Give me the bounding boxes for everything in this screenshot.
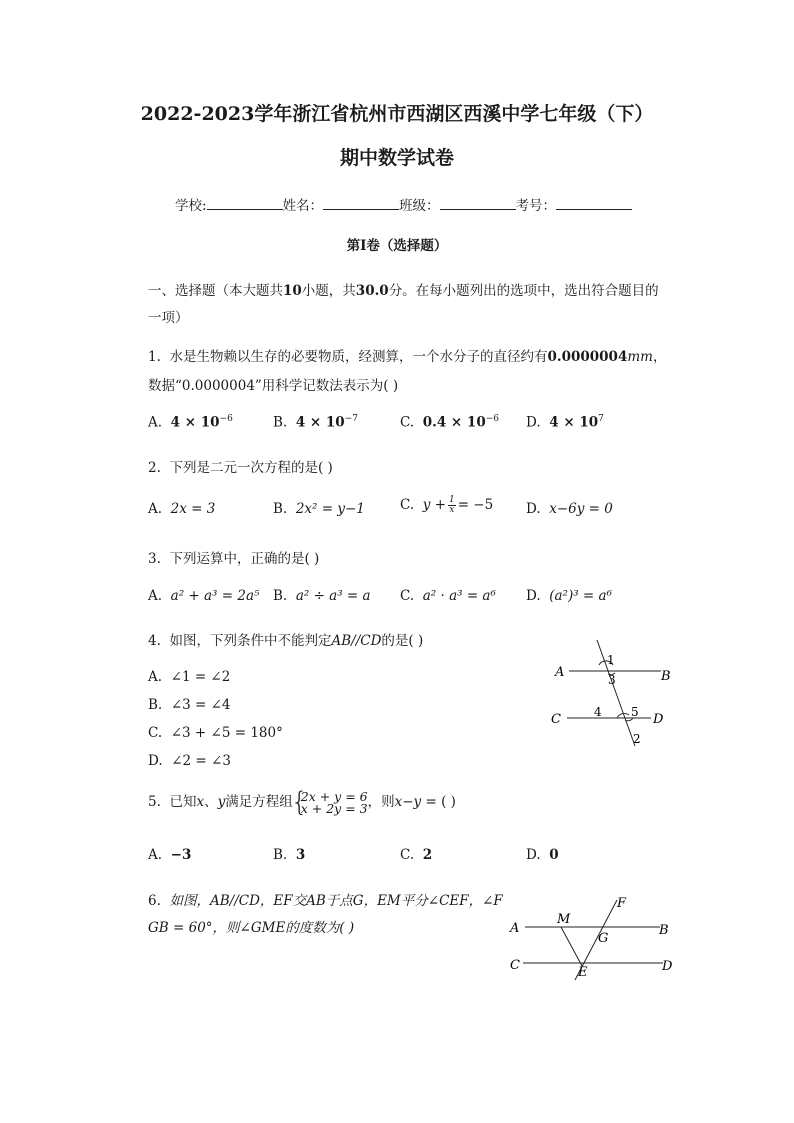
point-label-m: M (557, 912, 571, 927)
question-5-text-d: = ( ) (421, 794, 456, 810)
question-6-stem-line2: GB = 60°，则∠GME的度数为( ) (148, 920, 355, 936)
option-text: a² + a³ = 2a⁵ (170, 588, 260, 604)
option-label: C. (400, 497, 415, 513)
option-text: 2x = 3 (170, 501, 216, 517)
option-exponent: −6 (219, 414, 233, 424)
option-text: ∠3 + ∠5 = 180° (170, 725, 283, 741)
option-label: D. (526, 414, 541, 431)
question-2-text: 下列是二元一次方程的是( ) (169, 460, 333, 476)
question-2-option-d[interactable] (526, 501, 613, 517)
line-em (561, 927, 582, 966)
school-label: 学校: (175, 198, 207, 214)
variable-x: x (196, 794, 205, 810)
exam-no-blank[interactable] (556, 197, 632, 210)
question-4-option-c[interactable] (148, 725, 283, 741)
option-label: C. (400, 414, 415, 431)
option-text: 0 (549, 847, 559, 863)
point-label-c: C (510, 958, 520, 973)
option-base: 0.4 × 10 (422, 414, 486, 431)
question-number: 4. (148, 633, 161, 649)
option-text: ∠2 = ∠3 (171, 753, 231, 769)
section-heading-text-c: 分。在每小题列出的选项中，选出符合题目的 (388, 283, 659, 299)
question-5-option-a[interactable] (148, 847, 191, 863)
option-text: 2 (422, 847, 433, 863)
section-heading (148, 279, 659, 299)
question-3-option-b[interactable] (273, 588, 371, 604)
question-1-stem-line2: 数据“0.0000004”用科学记数法表示为( ) (148, 378, 399, 394)
question-1-stem (148, 345, 666, 365)
section-heading-text-b: 小题，共 (301, 283, 356, 299)
question-4-text-a: 如图，下列条件中不能判定 (169, 633, 332, 649)
question-1-comma: ， (652, 349, 667, 365)
angle-label-1: 1 (607, 653, 615, 667)
question-1-unit: mm (627, 349, 653, 365)
point-label-c: C (551, 712, 561, 727)
option-label: B. (273, 847, 288, 863)
question-3-option-c[interactable] (400, 588, 496, 604)
option-text: 2x² = y−1 (295, 501, 365, 517)
equation-system (293, 788, 368, 816)
option-label: D. (526, 501, 541, 517)
question-2-option-b[interactable] (273, 501, 365, 517)
option-label: C. (148, 725, 163, 741)
question-5-text-a: 已知 (169, 794, 197, 810)
option-label: B. (273, 501, 288, 517)
option-label: C. (400, 847, 415, 863)
option-label: A. (148, 669, 163, 685)
exam-title-line2: 期中数学试卷 (339, 147, 454, 169)
option-text: −3 (170, 847, 192, 863)
point-label-b: B (659, 923, 669, 938)
option-label: A. (148, 501, 163, 517)
transversal-line (597, 640, 635, 746)
option-label: A. (148, 414, 163, 431)
exam-title-line1: 2022-2023学年浙江省杭州市西湖区西溪中学七年级（下） (140, 103, 654, 125)
option-label: D. (526, 847, 541, 863)
student-info-row (175, 194, 632, 214)
name-blank[interactable] (323, 197, 399, 210)
question-3-text: 下列运算中，正确的是( ) (169, 551, 320, 567)
question-6-figure (505, 892, 685, 984)
question-1-number: 0.0000004 (547, 349, 628, 365)
question-4-option-d[interactable] (148, 753, 231, 769)
option-label: B. (148, 697, 163, 713)
option-text: (a²)³ = a⁶ (549, 588, 612, 604)
option-text: ∠3 = ∠4 (170, 697, 231, 713)
question-number: 3. (148, 551, 161, 567)
school-blank[interactable] (207, 197, 283, 210)
question-number: 2. (148, 460, 161, 476)
section-heading-text-a: 一、选择题（本大题共 (148, 283, 283, 299)
fraction-denominator: x (449, 505, 455, 515)
option-text: a² · a³ = a⁶ (422, 588, 496, 604)
option-base: 4 × 10 (170, 414, 220, 431)
option-exponent: −6 (485, 414, 500, 424)
total-score: 30.0 (355, 283, 389, 299)
point-label-d: D (653, 712, 664, 727)
class-blank[interactable] (440, 197, 516, 210)
option-text: 3 (295, 847, 306, 863)
option-label: D. (148, 753, 163, 769)
option-text-pre: y + (422, 497, 446, 513)
option-label: C. (400, 588, 415, 604)
question-number: 5. (148, 794, 161, 810)
option-base: 4 × 10 (295, 414, 345, 431)
question-2-option-a[interactable] (148, 501, 215, 517)
option-exponent: 7 (598, 414, 604, 424)
question-5-option-c[interactable] (400, 847, 432, 863)
angle-label-3: 3 (608, 673, 616, 687)
question-1-option-a[interactable] (148, 414, 233, 431)
question-5-separator: 、 (204, 794, 218, 810)
option-label: A. (148, 588, 163, 604)
question-6-stem (148, 889, 503, 909)
option-base: 4 × 10 (549, 414, 599, 431)
question-4-figure (545, 634, 685, 750)
question-5-text-b: 满足方程组 (225, 794, 293, 810)
question-4-option-a[interactable] (148, 669, 230, 685)
angle-arc (617, 713, 629, 718)
question-5-expression: x−y (394, 794, 422, 810)
question-5-option-b[interactable] (273, 847, 305, 863)
fraction (448, 496, 456, 515)
question-5-stem (148, 790, 456, 815)
fraction-numerator: 1 (448, 495, 455, 505)
question-3-option-a[interactable] (148, 588, 259, 604)
question-number: 1. (148, 349, 161, 365)
question-5-option-d[interactable] (526, 847, 559, 863)
question-1-option-d[interactable] (526, 414, 604, 431)
option-text-post: = −5 (457, 497, 494, 513)
question-1-option-c[interactable] (400, 414, 499, 431)
question-count: 10 (283, 283, 302, 299)
angle-label-2: 2 (633, 732, 641, 746)
question-2-option-c[interactable] (400, 496, 493, 515)
point-label-e: E (578, 965, 588, 980)
point-label-a: A (555, 665, 565, 680)
option-label: B. (273, 414, 288, 431)
question-4-option-b[interactable] (148, 697, 231, 713)
question-3-stem (148, 547, 319, 567)
option-label: D. (526, 588, 541, 604)
question-3-option-d[interactable] (526, 588, 612, 604)
variable-y: y (217, 794, 226, 810)
point-label-g: G (598, 931, 609, 946)
volume-heading: 第I卷（选择题） (346, 238, 448, 254)
option-label: B. (273, 588, 288, 604)
exam-no-label: 考号： (515, 198, 557, 214)
point-label-d: D (662, 959, 673, 974)
angle-label-4: 4 (594, 705, 602, 719)
question-4-text-b: 的是( ) (381, 633, 424, 649)
question-4-math: AB//CD (331, 633, 382, 649)
point-label-f: F (617, 896, 627, 911)
question-1-option-b[interactable] (273, 414, 358, 431)
option-text: ∠1 = ∠2 (170, 669, 231, 685)
equation-1: { 2x + y = 6 (300, 788, 368, 804)
class-label: 班级： (399, 198, 440, 214)
option-exponent: −7 (344, 414, 358, 424)
question-2-stem (148, 456, 333, 476)
point-label-b: B (661, 669, 671, 684)
name-label: 姓名： (282, 198, 324, 214)
section-heading-line2: 一项） (148, 310, 189, 326)
question-number: 6. (148, 893, 161, 909)
equation-2: x + 2y = 3 (300, 800, 368, 816)
question-5-text-c: ，则 (367, 794, 395, 810)
question-6-text-line1: 如图，AB//CD，EF交AB于点G，EM平分∠CEF，∠F (169, 893, 503, 909)
point-label-a: A (510, 921, 520, 936)
option-label: A. (148, 847, 163, 863)
question-1-text: 水是生物赖以生存的必要物质，经测算，一个水分子的直径约有 (169, 349, 548, 365)
question-4-stem (148, 629, 423, 649)
option-text: x−6y = 0 (549, 501, 613, 517)
angle-label-5: 5 (631, 705, 639, 719)
option-text: a² ÷ a³ = a (295, 588, 371, 604)
